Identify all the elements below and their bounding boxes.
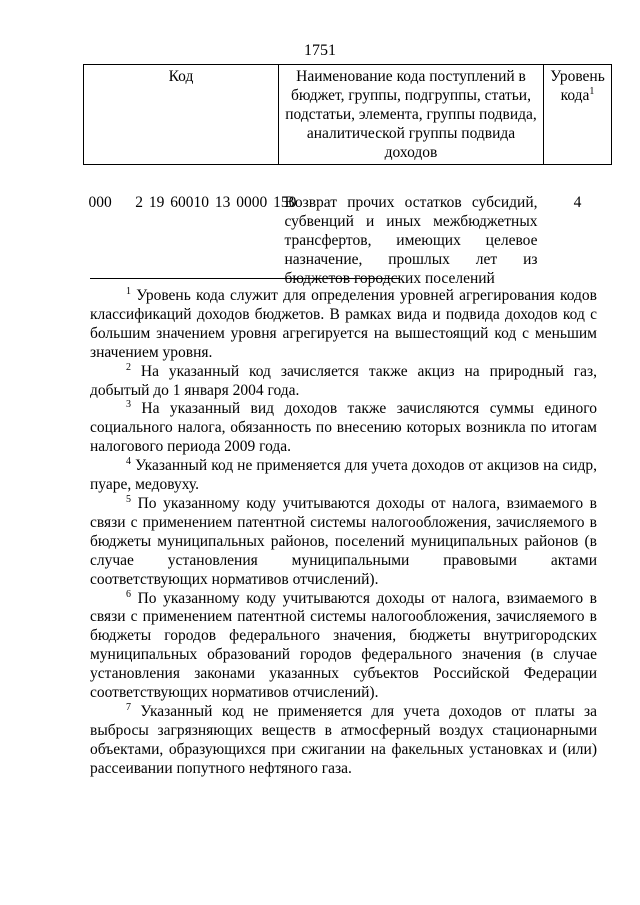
table-header-row xyxy=(84,65,612,165)
footnote xyxy=(90,703,597,779)
footnote-mark: 3 xyxy=(126,399,131,411)
footnote-text: Указанный код не применяется для учета доходов от платы за выбросы загрязняющих веществ в атмосферный воздух стационарными объектами, образующихся при сжигании на факельных установках и (или) рассеивании попутного нефтяного газа. xyxy=(90,702,597,777)
footnote-separator xyxy=(90,278,400,279)
admin-code: 000 xyxy=(88,194,112,211)
revenue-code: 2 19 60010 13 0000 150 xyxy=(135,194,297,211)
footnote xyxy=(90,495,597,590)
page-number: 1751 xyxy=(304,42,336,59)
header-level-label: Уровень кода xyxy=(550,68,605,104)
footnote-mark: 5 xyxy=(126,493,131,505)
code-cell xyxy=(84,165,297,289)
footnote xyxy=(90,363,597,401)
footnote xyxy=(90,400,597,457)
revenue-name: Возврат прочих остатков субсидий, субвенций и иных межбюджетных трансфертов, имеющих целевое назначение, прошлых лет из бюджетов городских поселений xyxy=(284,194,538,287)
revenue-level: 4 xyxy=(573,194,582,211)
footnote-text: На указанный вид доходов также зачисляются суммы единого социального налога, обязанность по внесению которых возникла по итогам налогового периода 2009 года. xyxy=(90,400,597,456)
footnote-text: Указанный код не применяется для учета доходов от акцизов на сидр, пуаре, медовуху. xyxy=(90,457,598,494)
footnote xyxy=(90,287,597,363)
header-name: Наименование кода поступлений в бюджет, группы, подгруппы, статьи, подстатьи, элемента, группы подвида, аналитической группы подвида доходов xyxy=(279,65,544,165)
header-level xyxy=(544,65,612,165)
footnote-text: На указанный код зачисляется также акциз на природный газ, добытый до 1 января 2004 года. xyxy=(90,362,598,399)
footnote-text: По указанному коду учитываются доходы от налога, взимаемого в связи с применением патентной системы налогообложения, зачисляемого в бюджеты городов федерального значения, бюджеты внутригородских муниципальных образований городов федерального значения (в случае установления законами указанных субъектов Российской Федерации соответствующих нормативов отчислений). xyxy=(90,589,597,702)
footnote-mark: 2 xyxy=(126,361,131,373)
footnote-ref-1: 1 xyxy=(589,86,595,97)
footnote-mark: 7 xyxy=(126,701,131,713)
revenue-codes-table xyxy=(83,64,612,288)
footnote-mark: 1 xyxy=(126,286,131,297)
footnote-mark: 6 xyxy=(126,588,131,600)
footnote xyxy=(90,457,597,495)
footnote xyxy=(90,590,597,703)
header-code: Код xyxy=(84,65,279,165)
footnotes xyxy=(90,287,597,779)
footnote-text: По указанному коду учитываются доходы от налога, взимаемого в связи с применением патентной системы налогообложения, зачисляемого в бюджеты муниципальных районов, поселений муниципальных районов (в случае установления муниципальными правовыми актами соответствующих нормативов отчислений). xyxy=(90,494,597,588)
footnote-mark: 4 xyxy=(126,456,131,468)
table-row xyxy=(84,165,612,289)
footnote-text: Уровень кода служит для определения уровней агрегирования кодов классификаций доходов бюджетов. В рамках вида и подвида доходов код с большим значением уровня агрегируется на вышестоящий код с меньшим значением уровня. xyxy=(90,287,597,361)
